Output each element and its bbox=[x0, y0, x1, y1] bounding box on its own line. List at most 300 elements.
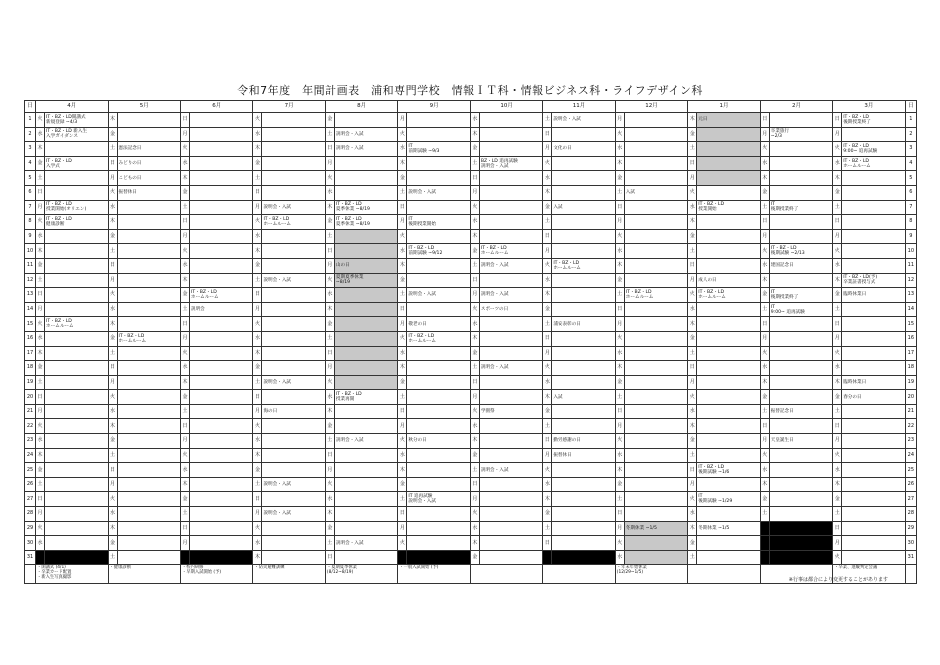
weekday-cell: 金 bbox=[760, 288, 769, 303]
event-cell bbox=[334, 244, 397, 259]
event-cell bbox=[262, 244, 325, 259]
weekday-cell: 土 bbox=[36, 273, 45, 288]
event-cell bbox=[842, 185, 905, 200]
event-cell bbox=[334, 171, 397, 186]
event-cell bbox=[479, 346, 542, 361]
event-cell: IT・BZ・LD 授業開始(オリエン) bbox=[45, 200, 108, 215]
weekday-cell bbox=[760, 550, 769, 565]
event-cell: 説明会・入試 bbox=[479, 361, 542, 376]
event-cell bbox=[189, 200, 252, 215]
weekday-cell: 木 bbox=[688, 215, 697, 230]
event-cell bbox=[117, 390, 180, 405]
weekday-cell: 木 bbox=[543, 185, 552, 200]
weekday-cell: 火 bbox=[180, 346, 189, 361]
event-cell bbox=[45, 375, 108, 390]
weekday-cell: 日 bbox=[36, 288, 45, 303]
event-cell bbox=[334, 156, 397, 171]
weekday-cell: 木 bbox=[253, 550, 262, 565]
weekday-cell: 日 bbox=[470, 171, 479, 186]
weekday-cell: 火 bbox=[253, 521, 262, 536]
event-cell bbox=[697, 419, 760, 434]
weekday-cell: 土 bbox=[398, 185, 407, 200]
event-cell bbox=[479, 171, 542, 186]
weekday-cell: 月 bbox=[470, 390, 479, 405]
weekday-cell: 木 bbox=[325, 302, 334, 317]
weekday-cell: 火 bbox=[180, 244, 189, 259]
month-note: ・一般入試開始 (予) bbox=[398, 565, 470, 584]
event-cell bbox=[624, 229, 687, 244]
event-cell bbox=[479, 477, 542, 492]
event-cell bbox=[45, 463, 108, 478]
event-cell bbox=[769, 142, 832, 157]
event-cell bbox=[624, 258, 687, 273]
event-cell: 説明会・入試 bbox=[262, 273, 325, 288]
event-cell bbox=[117, 346, 180, 361]
weekday-cell: 日 bbox=[688, 361, 697, 376]
event-cell: 説明会・入試 bbox=[407, 288, 470, 303]
event-cell bbox=[262, 171, 325, 186]
weekday-cell: 日 bbox=[688, 463, 697, 478]
event-cell bbox=[624, 244, 687, 259]
weekday-cell: 月 bbox=[325, 156, 334, 171]
event-cell bbox=[189, 142, 252, 157]
weekday-cell: 水 bbox=[760, 156, 769, 171]
day-row bbox=[25, 346, 917, 361]
day-number: 18 bbox=[25, 361, 36, 376]
weekday-cell: 火 bbox=[688, 492, 697, 507]
event-cell bbox=[262, 142, 325, 157]
event-cell bbox=[697, 375, 760, 390]
weekday-cell: 月 bbox=[253, 200, 262, 215]
weekday-cell: 土 bbox=[615, 492, 624, 507]
weekday-cell: 月 bbox=[398, 317, 407, 332]
event-cell bbox=[842, 463, 905, 478]
weekday-cell: 月 bbox=[253, 507, 262, 522]
weekday-cell: 土 bbox=[833, 200, 842, 215]
weekday-cell bbox=[760, 536, 769, 551]
event-cell bbox=[769, 317, 832, 332]
weekday-cell: 火 bbox=[108, 492, 117, 507]
event-cell: 成人の日 bbox=[697, 273, 760, 288]
weekday-cell: 木 bbox=[108, 317, 117, 332]
weekday-cell: 水 bbox=[615, 346, 624, 361]
weekday-cell: 木 bbox=[398, 361, 407, 376]
weekday-cell: 月 bbox=[108, 477, 117, 492]
weekday-cell: 月 bbox=[543, 142, 552, 157]
event-cell bbox=[697, 171, 760, 186]
event-cell bbox=[479, 419, 542, 434]
event-cell bbox=[262, 346, 325, 361]
day-number-right: 18 bbox=[905, 361, 916, 376]
event-cell: IT 後期授業終了 bbox=[769, 200, 832, 215]
event-cell: みどりの日 bbox=[117, 156, 180, 171]
event-cell bbox=[842, 477, 905, 492]
month-note bbox=[543, 565, 615, 584]
event-cell bbox=[334, 346, 397, 361]
weekday-cell: 日 bbox=[180, 113, 189, 128]
weekday-cell: 火 bbox=[36, 317, 45, 332]
event-cell bbox=[262, 258, 325, 273]
event-cell: 説明会・入試 bbox=[262, 477, 325, 492]
weekday-cell: 日 bbox=[760, 215, 769, 230]
event-cell bbox=[334, 477, 397, 492]
weekday-cell: 月 bbox=[833, 229, 842, 244]
event-cell bbox=[697, 156, 760, 171]
event-cell bbox=[624, 477, 687, 492]
event-cell bbox=[407, 550, 470, 565]
event-cell bbox=[697, 229, 760, 244]
day-number: 2 bbox=[25, 127, 36, 142]
weekday-cell: 月 bbox=[470, 288, 479, 303]
event-cell bbox=[769, 346, 832, 361]
weekday-cell: 土 bbox=[833, 507, 842, 522]
weekday-cell: 月 bbox=[398, 419, 407, 434]
weekday-cell: 日 bbox=[253, 390, 262, 405]
weekday-cell: 土 bbox=[253, 171, 262, 186]
event-cell bbox=[189, 171, 252, 186]
event-cell bbox=[407, 361, 470, 376]
event-cell bbox=[189, 331, 252, 346]
weekday-cell: 木 bbox=[180, 375, 189, 390]
day-number-right: 23 bbox=[905, 434, 916, 449]
event-cell bbox=[262, 113, 325, 128]
event-cell bbox=[189, 258, 252, 273]
weekday-cell: 火 bbox=[688, 288, 697, 303]
weekday-cell: 火 bbox=[36, 419, 45, 434]
weekday-cell: 月 bbox=[543, 346, 552, 361]
weekday-cell: 水 bbox=[180, 156, 189, 171]
weekday-cell: 木 bbox=[615, 361, 624, 376]
event-cell bbox=[117, 448, 180, 463]
weekday-cell: 月 bbox=[688, 477, 697, 492]
weekday-cell: 木 bbox=[108, 419, 117, 434]
event-cell: 海の日 bbox=[262, 404, 325, 419]
day-row bbox=[25, 419, 917, 434]
weekday-cell: 土 bbox=[325, 536, 334, 551]
weekday-cell: 土 bbox=[760, 200, 769, 215]
day-row bbox=[25, 404, 917, 419]
event-cell: IT・BZ・LD 健康診断 bbox=[45, 215, 108, 230]
event-cell bbox=[552, 229, 615, 244]
event-cell bbox=[189, 434, 252, 449]
event-cell bbox=[552, 244, 615, 259]
weekday-cell: 日 bbox=[108, 463, 117, 478]
event-cell: IT・BZ・LD ホームルーム bbox=[479, 244, 542, 259]
notes-row bbox=[25, 565, 917, 584]
weekday-cell: 金 bbox=[36, 361, 45, 376]
weekday-cell: 水 bbox=[253, 331, 262, 346]
weekday-cell: 月 bbox=[108, 171, 117, 186]
event-cell bbox=[45, 142, 108, 157]
event-cell bbox=[189, 521, 252, 536]
weekday-cell: 金 bbox=[543, 200, 552, 215]
weekday-cell: 金 bbox=[688, 229, 697, 244]
event-cell bbox=[624, 142, 687, 157]
event-cell bbox=[189, 507, 252, 522]
event-cell bbox=[45, 448, 108, 463]
event-cell bbox=[45, 361, 108, 376]
weekday-cell: 木 bbox=[398, 258, 407, 273]
weekday-cell: 木 bbox=[470, 331, 479, 346]
event-cell bbox=[552, 477, 615, 492]
event-cell bbox=[842, 404, 905, 419]
event-cell bbox=[45, 404, 108, 419]
weekday-cell: 金 bbox=[470, 346, 479, 361]
event-cell bbox=[117, 229, 180, 244]
day-number: 20 bbox=[25, 390, 36, 405]
month-header: 5月 bbox=[108, 101, 180, 113]
weekday-cell: 日 bbox=[325, 550, 334, 565]
event-cell bbox=[117, 200, 180, 215]
weekday-cell: 土 bbox=[833, 302, 842, 317]
day-number-right: 31 bbox=[905, 550, 916, 565]
event-cell bbox=[45, 550, 108, 565]
weekday-cell: 日 bbox=[543, 536, 552, 551]
event-cell bbox=[45, 434, 108, 449]
day-number: 25 bbox=[25, 463, 36, 478]
event-cell bbox=[769, 361, 832, 376]
weekday-cell: 木 bbox=[615, 156, 624, 171]
weekday-cell: 金 bbox=[470, 448, 479, 463]
day-row bbox=[25, 390, 917, 405]
event-cell: 説明会・入試 bbox=[479, 463, 542, 478]
event-cell bbox=[117, 404, 180, 419]
weekday-cell: 木 bbox=[253, 244, 262, 259]
weekday-cell: 木 bbox=[760, 477, 769, 492]
event-cell bbox=[769, 507, 832, 522]
day-row bbox=[25, 288, 917, 303]
weekday-cell: 火 bbox=[760, 448, 769, 463]
weekday-cell: 日 bbox=[253, 492, 262, 507]
weekday-cell: 木 bbox=[543, 288, 552, 303]
event-cell bbox=[334, 288, 397, 303]
weekday-cell: 火 bbox=[688, 390, 697, 405]
event-cell bbox=[45, 185, 108, 200]
weekday-cell: 火 bbox=[615, 536, 624, 551]
weekday-cell: 金 bbox=[325, 419, 334, 434]
event-cell bbox=[769, 113, 832, 128]
weekday-cell: 月 bbox=[615, 521, 624, 536]
weekday-cell: 月 bbox=[760, 229, 769, 244]
weekday-cell: 金 bbox=[760, 185, 769, 200]
day-number: 12 bbox=[25, 273, 36, 288]
event-cell bbox=[697, 404, 760, 419]
event-cell bbox=[117, 521, 180, 536]
weekday-cell: 木 bbox=[253, 448, 262, 463]
event-cell bbox=[479, 185, 542, 200]
event-cell bbox=[117, 258, 180, 273]
weekday-cell: 月 bbox=[615, 215, 624, 230]
weekday-cell: 火 bbox=[36, 113, 45, 128]
weekday-cell: 土 bbox=[36, 477, 45, 492]
day-row bbox=[25, 142, 917, 157]
event-cell bbox=[552, 375, 615, 390]
day-row bbox=[25, 317, 917, 332]
weekday-cell: 日 bbox=[615, 200, 624, 215]
weekday-cell: 木 bbox=[760, 273, 769, 288]
event-cell bbox=[552, 463, 615, 478]
weekday-cell: 火 bbox=[470, 200, 479, 215]
day-row bbox=[25, 244, 917, 259]
event-cell bbox=[479, 273, 542, 288]
event-cell bbox=[117, 127, 180, 142]
weekday-cell: 火 bbox=[253, 317, 262, 332]
event-cell bbox=[624, 171, 687, 186]
event-cell: IT・BZ・LD 前期試験 ~9/12 bbox=[407, 244, 470, 259]
event-cell: 春分の日 bbox=[842, 390, 905, 405]
event-cell bbox=[769, 448, 832, 463]
day-number-right: 4 bbox=[905, 156, 916, 171]
event-cell bbox=[45, 171, 108, 186]
event-cell bbox=[552, 156, 615, 171]
weekday-cell: 月 bbox=[615, 113, 624, 128]
weekday-cell: 金 bbox=[108, 127, 117, 142]
weekday-cell: 水 bbox=[543, 171, 552, 186]
event-cell bbox=[262, 434, 325, 449]
weekday-cell: 月 bbox=[36, 404, 45, 419]
event-cell bbox=[624, 317, 687, 332]
event-cell bbox=[479, 200, 542, 215]
weekday-cell: 木 bbox=[180, 477, 189, 492]
day-row bbox=[25, 156, 917, 171]
day-number-right: 5 bbox=[905, 171, 916, 186]
event-cell bbox=[45, 492, 108, 507]
event-cell: 天皇誕生日 bbox=[769, 434, 832, 449]
weekday-cell: 火 bbox=[470, 507, 479, 522]
day-number-right: 11 bbox=[905, 258, 916, 273]
weekday-cell: 火 bbox=[833, 244, 842, 259]
day-row bbox=[25, 361, 917, 376]
event-cell bbox=[697, 550, 760, 565]
weekday-cell: 日 bbox=[325, 142, 334, 157]
day-number-right: 9 bbox=[905, 229, 916, 244]
event-cell: IT・BZ・LD ホームルーム bbox=[45, 317, 108, 332]
weekday-cell: 月 bbox=[398, 521, 407, 536]
weekday-cell: 木 bbox=[398, 463, 407, 478]
weekday-cell: 土 bbox=[470, 463, 479, 478]
weekday-cell bbox=[398, 550, 407, 565]
weekday-cell: 金 bbox=[253, 463, 262, 478]
weekday-cell: 水 bbox=[760, 361, 769, 376]
event-cell: IT・BZ・LD 新入生 入学ガイダンス bbox=[45, 127, 108, 142]
weekday-cell: 水 bbox=[325, 288, 334, 303]
weekday-cell: 火 bbox=[615, 229, 624, 244]
weekday-cell: 金 bbox=[398, 171, 407, 186]
event-cell bbox=[45, 229, 108, 244]
weekday-cell: 金 bbox=[325, 215, 334, 230]
event-cell bbox=[842, 229, 905, 244]
weekday-cell: 月 bbox=[325, 361, 334, 376]
weekday-cell: 土 bbox=[180, 302, 189, 317]
event-cell: IT・BZ・LD ホームルーム bbox=[552, 258, 615, 273]
event-cell bbox=[624, 434, 687, 449]
day-number-right: 20 bbox=[905, 390, 916, 405]
weekday-cell: 火 bbox=[833, 448, 842, 463]
weekday-cell: 金 bbox=[760, 390, 769, 405]
month-header: 7月 bbox=[253, 101, 325, 113]
event-cell bbox=[189, 404, 252, 419]
event-cell bbox=[769, 521, 832, 536]
day-number: 31 bbox=[25, 550, 36, 565]
weekday-cell: 水 bbox=[108, 302, 117, 317]
weekday-cell: 月 bbox=[760, 127, 769, 142]
weekday-cell: 火 bbox=[325, 273, 334, 288]
event-cell bbox=[407, 419, 470, 434]
weekday-cell: 水 bbox=[36, 536, 45, 551]
day-number: 17 bbox=[25, 346, 36, 361]
event-cell bbox=[45, 390, 108, 405]
weekday-cell: 月 bbox=[325, 463, 334, 478]
event-cell: 浦安表彰の日 bbox=[552, 317, 615, 332]
weekday-cell: 日 bbox=[398, 404, 407, 419]
weekday-cell: 月 bbox=[760, 331, 769, 346]
weekday-cell: 金 bbox=[470, 244, 479, 259]
weekday-cell: 月 bbox=[36, 302, 45, 317]
event-cell: IT・BZ・LD ホームルーム bbox=[697, 288, 760, 303]
day-row bbox=[25, 215, 917, 230]
weekday-cell: 木 bbox=[688, 317, 697, 332]
event-cell: IT・BZ・LD 9:00~ 追再試験 bbox=[842, 142, 905, 157]
weekday-cell: 月 bbox=[688, 375, 697, 390]
weekday-cell: 土 bbox=[253, 375, 262, 390]
event-cell bbox=[624, 390, 687, 405]
calendar-table bbox=[24, 100, 917, 584]
weekday-cell: 日 bbox=[470, 375, 479, 390]
event-cell bbox=[624, 448, 687, 463]
event-cell bbox=[117, 113, 180, 128]
annual-calendar bbox=[24, 100, 917, 584]
event-cell bbox=[407, 229, 470, 244]
event-cell: IT・BZ・LD 授業開始 bbox=[697, 200, 760, 215]
weekday-cell: 金 bbox=[253, 361, 262, 376]
event-cell bbox=[552, 361, 615, 376]
event-cell bbox=[189, 244, 252, 259]
event-cell bbox=[697, 244, 760, 259]
event-cell bbox=[189, 215, 252, 230]
event-cell bbox=[697, 215, 760, 230]
event-cell: 憲法記念日 bbox=[117, 142, 180, 157]
event-cell bbox=[624, 463, 687, 478]
month-header: 4月 bbox=[36, 101, 108, 113]
event-cell bbox=[479, 142, 542, 157]
weekday-cell: 土 bbox=[543, 317, 552, 332]
weekday-cell: 火 bbox=[108, 288, 117, 303]
event-cell bbox=[117, 375, 180, 390]
day-number-right: 1 bbox=[905, 113, 916, 128]
event-cell bbox=[624, 492, 687, 507]
month-note: ・校内研修 ・早期入試開始 (予) bbox=[180, 565, 252, 584]
event-cell bbox=[407, 390, 470, 405]
event-cell bbox=[189, 273, 252, 288]
day-number: 11 bbox=[25, 258, 36, 273]
event-cell bbox=[117, 463, 180, 478]
weekday-cell: 土 bbox=[760, 404, 769, 419]
day-number: 9 bbox=[25, 229, 36, 244]
event-cell bbox=[334, 492, 397, 507]
weekday-cell: 火 bbox=[615, 434, 624, 449]
weekday-cell: 月 bbox=[36, 507, 45, 522]
weekday-cell: 水 bbox=[760, 463, 769, 478]
month-note bbox=[470, 565, 542, 584]
day-number: 5 bbox=[25, 171, 36, 186]
event-cell: IT 後期授業開始 bbox=[407, 215, 470, 230]
event-cell bbox=[842, 448, 905, 463]
day-number-right: 19 bbox=[905, 375, 916, 390]
weekday-cell: 水 bbox=[180, 258, 189, 273]
weekday-cell: 土 bbox=[688, 346, 697, 361]
weekday-cell: 水 bbox=[470, 317, 479, 332]
weekday-cell: 月 bbox=[180, 229, 189, 244]
